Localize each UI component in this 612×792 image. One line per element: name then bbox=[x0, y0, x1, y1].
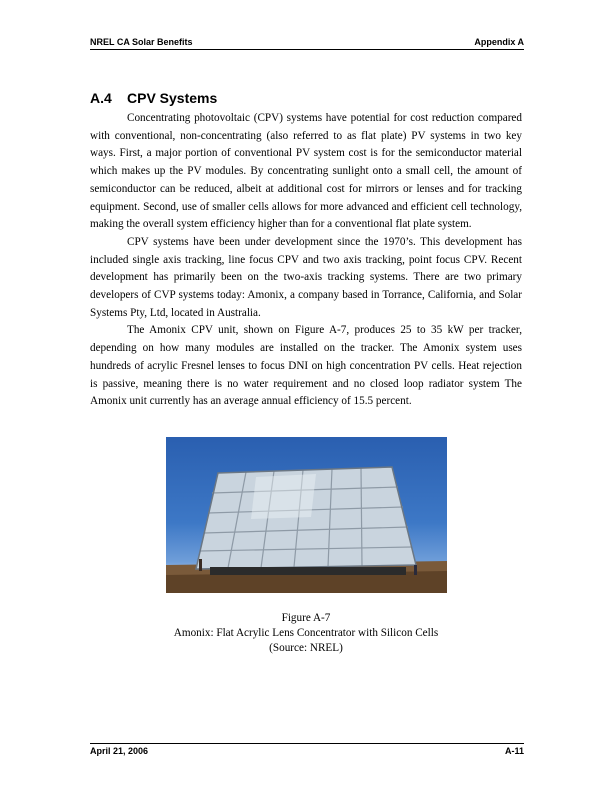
page-header bbox=[90, 37, 524, 50]
cpv-tracker-photo bbox=[166, 437, 447, 593]
body-text bbox=[90, 110, 522, 411]
paragraph-2: CPV systems have been under development since the 1970’s. This development has included single axis tracking, line focus CPV and two axis tracking, point focus CPV. Recent development has primarily been on the two-axis tracking systems. There are two primary developers of CVP systems today: Amonix, a company based in Torrance, California, and Solar Systems Pty, Ltd, located in Australia. bbox=[90, 235, 522, 319]
header-appendix: Appendix A bbox=[474, 37, 524, 47]
paragraph-3: The Amonix CPV unit, shown on Figure A-7, produces 25 to 35 kW per tracker, depending on how many modules are installed on the tracker. The Amonix system uses hundreds of acrylic Fresnel lenses to focus DNI on high concentration PV cells. Heat rejection is passive, meaning there is no water requirement and no closed loop radiator system The Amonix unit currently has an average annual efficiency of 15.5 percent. bbox=[90, 324, 522, 408]
header-title: NREL CA Solar Benefits bbox=[90, 37, 193, 47]
section-title: CPV Systems bbox=[127, 90, 218, 106]
figure-title: Amonix: Flat Acrylic Lens Concentrator with Silicon Cells bbox=[173, 627, 439, 639]
figure-source: (Source: NREL) bbox=[269, 642, 343, 654]
footer-date: April 21, 2006 bbox=[90, 746, 149, 756]
page-number: A-11 bbox=[504, 746, 524, 756]
figure-label: Figure A-7 bbox=[281, 612, 331, 624]
cpv-tracker-illustration bbox=[166, 437, 447, 593]
page-footer bbox=[90, 743, 524, 756]
section-number: A.4 bbox=[90, 90, 112, 106]
figure-caption bbox=[90, 611, 522, 656]
paragraph-1: Concentrating photovoltaic (CPV) systems have potential for cost reduction compared with conventional, non-concentrating (also referred to as flat plate) PV systems in two key ways. First, a major portion of conventional PV system cost is for the semiconductor material which makes up the PV modules. By concentrating sunlight onto a small cell, the amount of semiconductor can be reduced, albeit at additional cost for mirrors or lenses and for tracking equipment. Second, use of smaller cells allows for more advanced and efficient cell technology, making the overall system efficiency higher than for a conventional flat plate system. bbox=[90, 112, 522, 231]
section-heading bbox=[90, 90, 217, 106]
